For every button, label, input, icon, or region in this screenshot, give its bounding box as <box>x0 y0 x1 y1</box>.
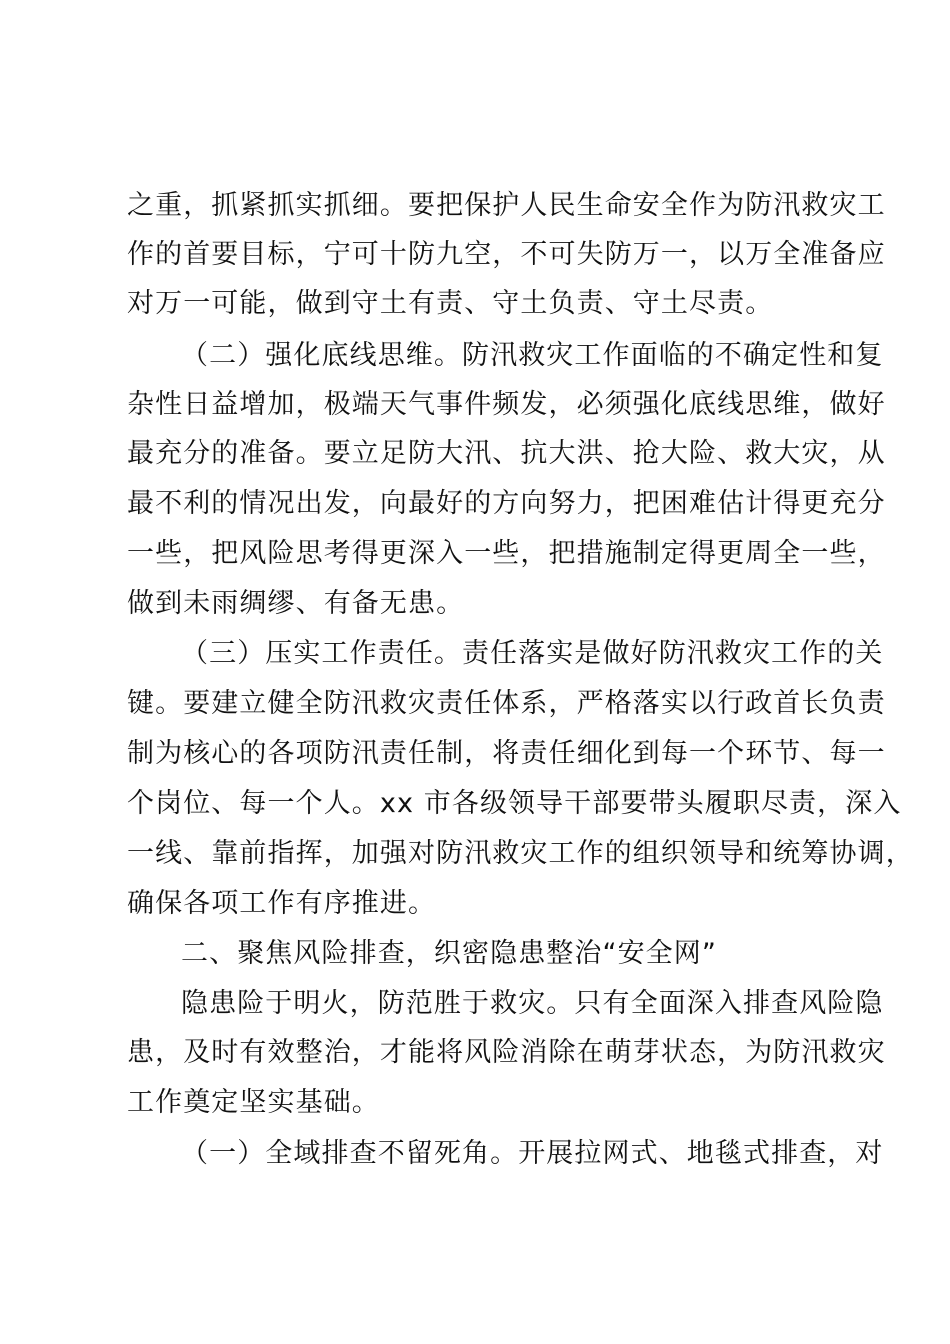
text-line: 对万一可能，做到守土有责、守土负责、守土尽责。 <box>127 288 774 319</box>
section-heading-3: （三）压实工作责任。责任落实是做好防汛救灾工作的关 <box>181 638 884 669</box>
text-line: 最充分的准备。要立足防大汛、抗大洪、抢大险、救大灾，从 <box>127 438 886 469</box>
section-heading-1: （一）全域排查不留死角。开展拉网式、地毯式排查，对 <box>181 1138 884 1169</box>
text-line: 一些，把风险思考得更深入一些，把措施制定得更周全一些， <box>127 538 886 569</box>
text-line: 工作奠定坚实基础。 <box>127 1087 380 1118</box>
text-line: 做到未雨绸缪、有备无患。 <box>127 588 465 619</box>
text-line: 个岗位、每一个人。xx 市各级领导干部要带头履职尽责，深入 <box>127 788 902 819</box>
text-line: 一线、靠前指挥，加强对防汛救灾工作的组织领导和统筹协调， <box>127 838 914 869</box>
text-line: 杂性日益增加，极端天气事件频发，必须强化底线思维，做好 <box>127 389 886 420</box>
chapter-heading: 二、聚焦风险排查，织密隐患整治“安全网” <box>181 938 717 969</box>
section-heading-2: （二）强化底线思维。防汛救灾工作面临的不确定性和复 <box>181 340 884 371</box>
text-line: 制为核心的各项防汛责任制，将责任细化到每一个环节、每一 <box>127 738 886 769</box>
text-line: 患，及时有效整治，才能将风险消除在萌芽状态，为防汛救灾 <box>127 1037 886 1068</box>
text-line: 之重，抓紧抓实抓细。要把保护人民生命安全作为防汛救灾工 <box>127 190 886 221</box>
text-line: 确保各项工作有序推进。 <box>127 888 437 919</box>
text-line: 隐患险于明火，防范胜于救灾。只有全面深入排查风险隐 <box>181 988 884 1019</box>
text-line: 作的首要目标，宁可十防九空，不可失防万一，以万全准备应 <box>127 239 886 270</box>
text-line: 最不利的情况出发，向最好的方向努力，把困难估计得更充分 <box>127 488 886 519</box>
text-line: 键。要建立健全防汛救灾责任体系，严格落实以行政首长负责 <box>127 688 886 719</box>
